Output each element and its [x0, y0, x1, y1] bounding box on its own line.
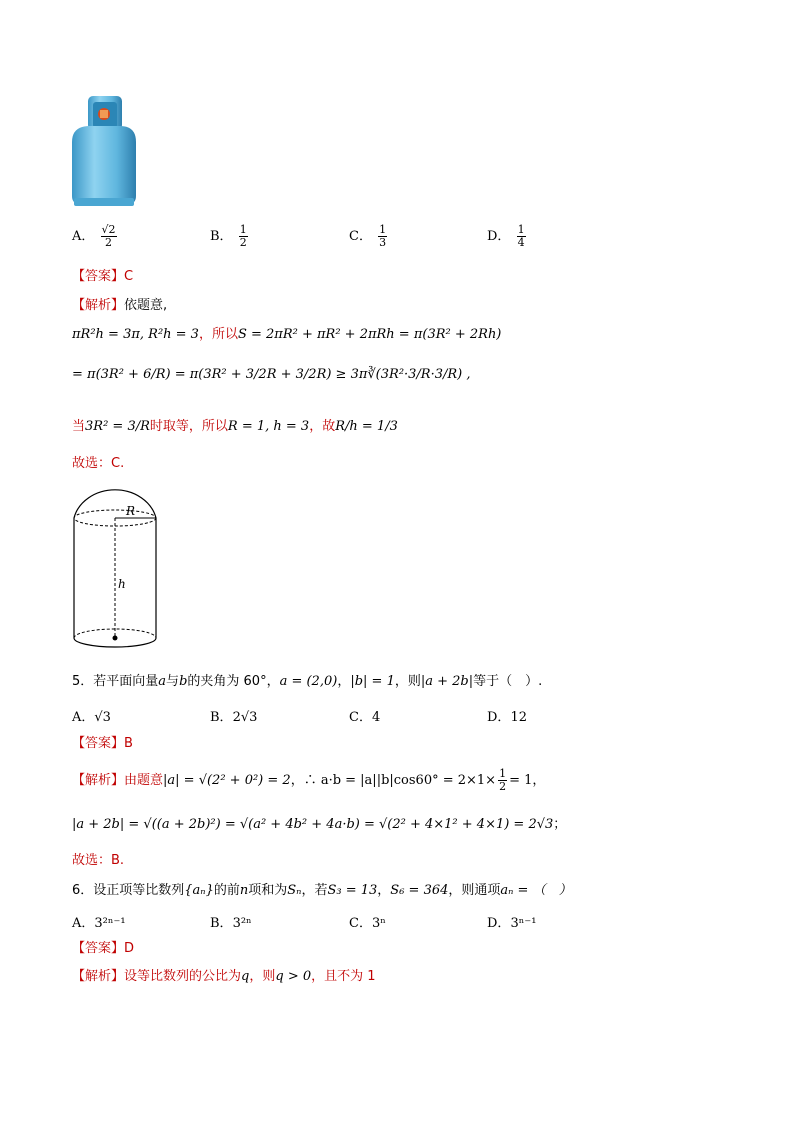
- figure-label-h: h: [118, 577, 126, 591]
- q6-option-c: C．3ⁿ: [349, 916, 386, 931]
- q4-option-d-label: D．: [487, 229, 511, 244]
- q4-option-c-value: $\frac{1}{3}$: [379, 223, 387, 249]
- q6-option-d: D．3ⁿ⁻¹: [487, 916, 537, 931]
- q5-answer: 【答案】B: [72, 736, 133, 751]
- q5-option-a: A．√3: [72, 710, 111, 725]
- q4-option-d-value: $\frac{1}{4}$: [517, 223, 525, 249]
- figure-label-R: R: [126, 504, 136, 518]
- q5-option-b: B．2√3: [210, 710, 258, 725]
- q5-stem: 5．若平面向量a与b的夹角为 60°，a = (2,0)，|b| = 1，则|a + 2b|等于（ ）.: [72, 674, 543, 689]
- q4-answer: 【答案】C: [72, 269, 134, 284]
- q4-conclusion: 故选：C.: [72, 456, 125, 471]
- q4-option-c-label: C．: [349, 229, 372, 244]
- q5-analysis-line-2: |a + 2b| = √((a + 2b)²) = √(a² + 4b² + 4a·b) = √(2² + 4×1² + 4×1) = 2√3；: [72, 817, 567, 832]
- q5-option-d: D．12: [487, 710, 527, 725]
- q4-analysis-line-2: = π(3R² + 6/R) = π(3R² + 3/2R + 3/2R) ≥ 3π∛(3R²·3/R·3/R) ,: [72, 367, 471, 382]
- q4-option-a-label: A．: [72, 229, 95, 244]
- q4-analysis-header: 【解析】依题意,: [72, 298, 168, 313]
- q6-option-a: A．3²ⁿ⁻¹: [72, 916, 126, 931]
- q6-analysis: 【解析】设等比数列的公比为q，则q > 0，且不为 1: [72, 969, 376, 984]
- q4-analysis-line-3: 当3R² = 3/R时取等，所以R = 1, h = 3，故R/h = 1/3: [72, 419, 398, 434]
- q6-option-b: B．3²ⁿ: [210, 916, 252, 931]
- q4-option-b-label: B．: [210, 229, 233, 244]
- q4-option-a-value: $\frac{√2}{2}$: [101, 223, 116, 249]
- cylinder-figure: [70, 482, 162, 654]
- q4-option-b-value: $\frac{1}{2}$: [239, 223, 247, 249]
- q5-analysis-line-1: 【解析】由题意|a| = √(2² + 0²) = 2，∴ a·b = |a||b|cos60° = 2×1× $\frac{1}{2}$ = 1，: [72, 767, 546, 793]
- q4-analysis-line-1: πR²h = 3π, R²h = 3，所以S = 2πR² + πR² + 2πRh = π(3R² + 2Rh): [72, 327, 502, 342]
- q6-stem: 6．设正项等比数列{aₙ}的前n项和为Sₙ，若S₃ = 13，S₆ = 364，则通项aₙ = （ ）: [72, 883, 572, 898]
- q5-option-c: C．4: [349, 710, 381, 725]
- gas-tank-image: [64, 92, 144, 212]
- q6-answer: 【答案】D: [72, 941, 135, 956]
- q5-conclusion: 故选：B.: [72, 853, 125, 868]
